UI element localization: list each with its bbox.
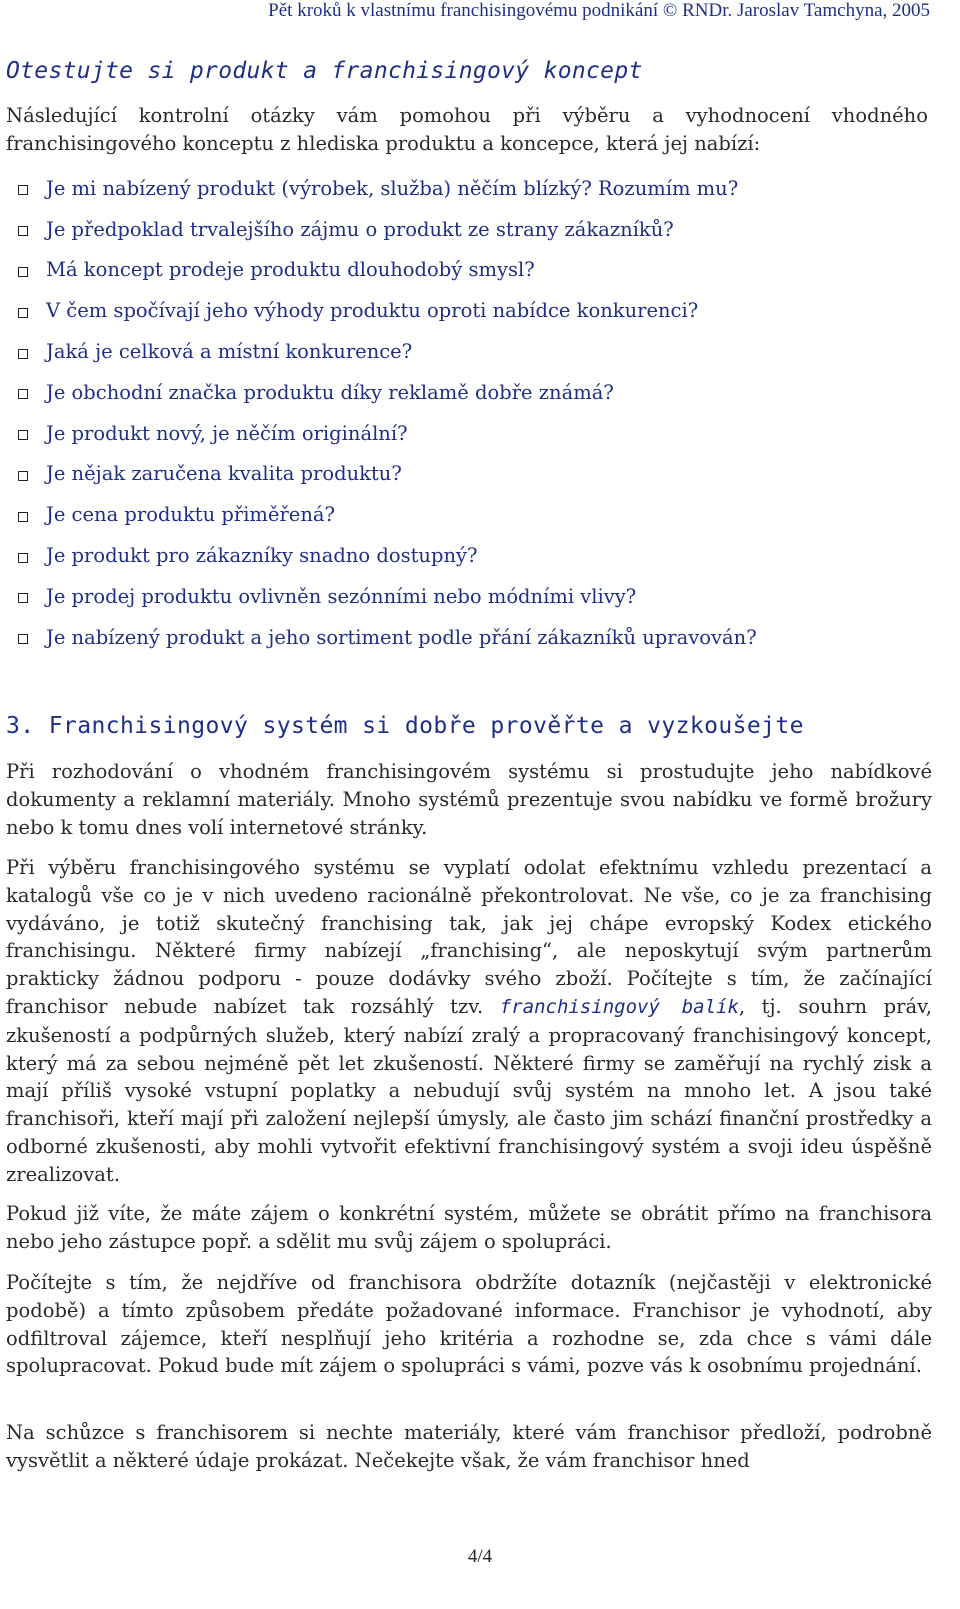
checkbox-icon xyxy=(18,308,28,318)
checkbox-icon xyxy=(18,185,28,195)
paragraph-2-before: Při výběru franchisingového systému se vyplatí odolat efektnímu vzhledu prezentací a katalogů vše co je v nich uvedeno racionálně překontrolovat. Ne vše, co je za franchising vydáváno, je totiž skutečný franchising tak, jak jej chápe evropský Kodex etického franchisingu. Některé firmy nabízejí „franchising“, ale neposkytují svým partnerům prakticky žádnou podporu - pouze dodávky svého zboží. Počítejte s tím, že začínající franchisor nebude nabízet tak rozsáhlý tzv. xyxy=(6,856,932,1018)
checklist-item xyxy=(18,576,757,617)
checklist-item xyxy=(18,617,757,658)
page-header: Pět kroků k vlastnímu franchisingovému podnikání © RNDr. Jaroslav Tamchyna, 2005 xyxy=(268,0,930,21)
checkbox-icon xyxy=(18,553,28,563)
checklist-item-text: Je cena produktu přiměřená? xyxy=(46,503,335,527)
checklist-item-text: Je nabízený produkt a jeho sortiment podle přání zákazníků upravován? xyxy=(46,625,757,649)
checklist-item-text: Má koncept prodeje produktu dlouhodobý smysl? xyxy=(46,258,535,282)
checkbox-icon xyxy=(18,634,28,644)
checkbox-icon xyxy=(18,267,28,277)
checklist-item xyxy=(18,372,757,413)
checklist-item xyxy=(18,290,757,331)
section-heading-3: 3. Franchisingový systém si dobře prověřte a vyzkoušejte xyxy=(6,713,804,739)
checklist-item xyxy=(18,250,757,291)
checklist-item xyxy=(18,494,757,535)
checklist-item-text: Je předpoklad trvalejšího zájmu o produkt ze strany zákazníků? xyxy=(46,217,674,241)
paragraph-2-text xyxy=(6,854,932,1189)
checklist-item xyxy=(18,168,757,209)
checklist-item-text: Je mi nabízený produkt (výrobek, služba) něčím blízký? Rozumím mu? xyxy=(46,176,739,200)
paragraph-3-text: Pokud již víte, že máte zájem o konkrétní systém, můžete se obrátit přímo na franchisora nebo jeho zástupce popř. a sdělit mu svůj zájem o spolupráci. xyxy=(6,1202,932,1253)
checkbox-icon xyxy=(18,430,28,440)
checkbox-icon xyxy=(18,593,28,603)
intro-paragraph: Následující kontrolní otázky vám pomohou při výběru a vyhodnocení vhodného franchisingového konceptu z hlediska produktu a koncepce, která jej nabízí: xyxy=(6,104,928,155)
page-number: 4/4 xyxy=(467,1546,493,1567)
checklist-item xyxy=(18,331,757,372)
paragraph-4-text: Počítejte s tím, že nejdříve od franchisora obdržíte dotazník (nejčastěji v elektronické podobě) a tímto způsobem předáte požadované informace. Franchisor je vyhodnotí, aby odfiltroval zájemce, kteří nesplňují jeho kritéria a rozhodne se, zda chce s vámi dále spolupracovat. Pokud bude mít zájem o spolupráci s vámi, pozve vás k osobnímu projednání. xyxy=(6,1271,932,1378)
paragraph-2 xyxy=(6,854,932,1189)
paragraph-2-after: , tj. souhrn práv, zkušeností a podpůrných služeb, který nabízí zralý a propracovaný franchisingový koncept, který má za sebou nejméně pět let zkušeností. Některé firmy se zaměřují na rychlý zisk a mají příliš vysoké vstupní poplatky a nebudují svůj systém na mnoho let. A jsou také franchisoři, kteří mají při založení nejlepší úmysly, ale často jim schází finanční prostředky a odborné zkušenosti, aby mohli vytvořit efektivní franchisingový systém a svoji ideu úspěšně zrealizovat. xyxy=(6,994,932,1186)
paragraph-1 xyxy=(6,758,932,841)
checkbox-icon xyxy=(18,389,28,399)
paragraph-1-text: Při rozhodování o vhodném franchisingovém systému si prostudujte jeho nabídkové dokumenty a reklamní materiály. Mnoho systémů prezentuje svou nabídku ve formě brožury nebo k tomu dnes volí internetové stránky. xyxy=(6,760,932,839)
checklist-item xyxy=(18,209,757,250)
section-title-product-test: Otestujte si produkt a franchisingový koncept xyxy=(6,58,643,84)
checklist-item xyxy=(18,454,757,495)
checkbox-icon xyxy=(18,512,28,522)
checklist-item-text: Je obchodní značka produktu díky reklamě dobře známá? xyxy=(46,380,614,404)
paragraph-5-text: Na schůzce s franchisorem si nechte materiály, které vám franchisor předloží, podrobně vysvětlit a některé údaje prokázat. Nečekejte však, že vám franchisor hned xyxy=(6,1421,932,1472)
checkbox-icon xyxy=(18,349,28,359)
checklist-item-text: Je prodej produktu ovlivněn sezónními nebo módními vlivy? xyxy=(46,584,637,608)
checklist-item-text: Je produkt pro zákazníky snadno dostupný? xyxy=(46,544,478,568)
checklist-item-text: Je nějak zaručena kvalita produktu? xyxy=(46,462,402,486)
checklist-item-text: Jaká je celková a místní konkurence? xyxy=(46,340,413,364)
checklist-item xyxy=(18,535,757,576)
product-checklist xyxy=(18,168,757,658)
checkbox-icon xyxy=(18,226,28,236)
checkbox-icon xyxy=(18,471,28,481)
franchising-package-term: franchisingový balík xyxy=(499,995,739,1018)
checklist-item-text: Je produkt nový, je něčím originální? xyxy=(46,421,408,445)
checklist-item xyxy=(18,413,757,454)
paragraph-3 xyxy=(6,1200,932,1256)
checklist-item-text: V čem spočívají jeho výhody produktu oproti nabídce konkurenci? xyxy=(46,299,699,323)
paragraph-5 xyxy=(6,1419,932,1475)
paragraph-4 xyxy=(6,1269,932,1380)
